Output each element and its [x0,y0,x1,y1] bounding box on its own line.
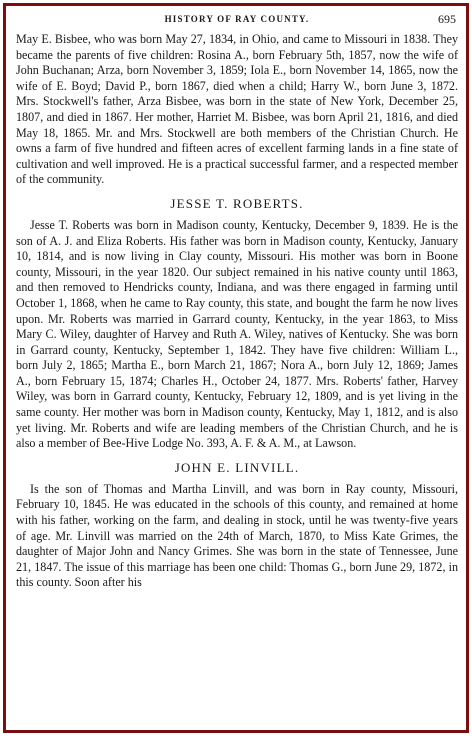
page-border [3,3,469,733]
linvill-paragraph: Is the son of Thomas and Martha Linvill, and was born in Ray county, Missouri, February 10, 1845. He was educated in the schools of this county, and remained at home with his father, working on the farm, and dealing in stock, until he was twenty-five years of age. Mr. Linvill was married on the 24th of March, 1870, to Miss Kate Grimes, the daughter of Major John and Nancy Grimes. She was born in the state of Tennessee, June 21, 1847. The issue of this marriage has been one child: Thomas G., born June 29, 1872, in this county. Soon after his [16,481,458,590]
running-head [16,12,458,26]
section-heading-linvill: JOHN E. LINVILL. [174,459,300,475]
stockwell-paragraph: May E. Bisbee, who was born May 27, 1834, in Ohio, and came to Missouri in 1838. They became the parents of five children: Rosina A., born February 5th, 1857, now the wife of John Buchanan; Arza, born November 3, 1859; Iola E., born November 14, 1865, now the wife of E. Boyd; David P., born 1867, died when a child; Harry W., born June 3, 1872. Mrs. Stockwell's father, Arza Bisbee, was born in the state of New York, December 25, 1807, and died in 1867. Her mother, Harriet M. Bisbee, was born April 21, 1816, and died May 18, 1865. Mr. and Mrs. Stockwell are both members of the Christian Church. He owns a farm of five hundred and fifteen acres of excellent farming lands in a fine state of cultivation and well improved. He is a practical successful farmer, and a respected member of the community. [16,32,458,187]
section-heading-roberts: JESSE T. ROBERTS. [170,195,304,211]
book-page [16,12,458,724]
page-number: 695 [438,12,456,26]
running-title: HISTORY OF RAY COUNTY. [164,14,310,24]
roberts-paragraph: Jesse T. Roberts was born in Madison county, Kentucky, December 9, 1839. He is the son of A. J. and Eliza Roberts. His father was born in Madison county, Kentucky, January 10, 1814, and is now living in Clay county, Missouri. His mother was born in Boone county, Missouri, in the year 1820. Our subject remained in his native county until 1863, and then removed to Hendricks county, Indiana, and was there engaged in farming until October 1, 1868, when he came to Ray county, this state, and bought the farm he now lives upon. Mr. Roberts was married in Garrard county, Kentucky, in the year 1863, to Miss Mary C. Wiley, daughter of Harvey and Ruth A. Wiley, natives of Kentucky. She was born in Garrard county, Kentucky, September 1, 1842. They have five children: William L., born July 2, 1865; Martha E., born March 21, 1867; Nora A., born July 12, 1869; James A., born February 15, 1874; Charles H., October 24, 1877. Mrs. Roberts' father, Harvey Wiley, was born in Garrard county, Kentucky, February 12, 1809, and is yet living in the same county. Her mother was born in Madison county, Kentucky, May 1, 1812, and is also yet living. Mr. Roberts and wife are leading members of the Christian Church, and he is also a member of Bee-Hive Lodge No. 393, A. F. & A. M., at Lawson. [16,217,458,451]
